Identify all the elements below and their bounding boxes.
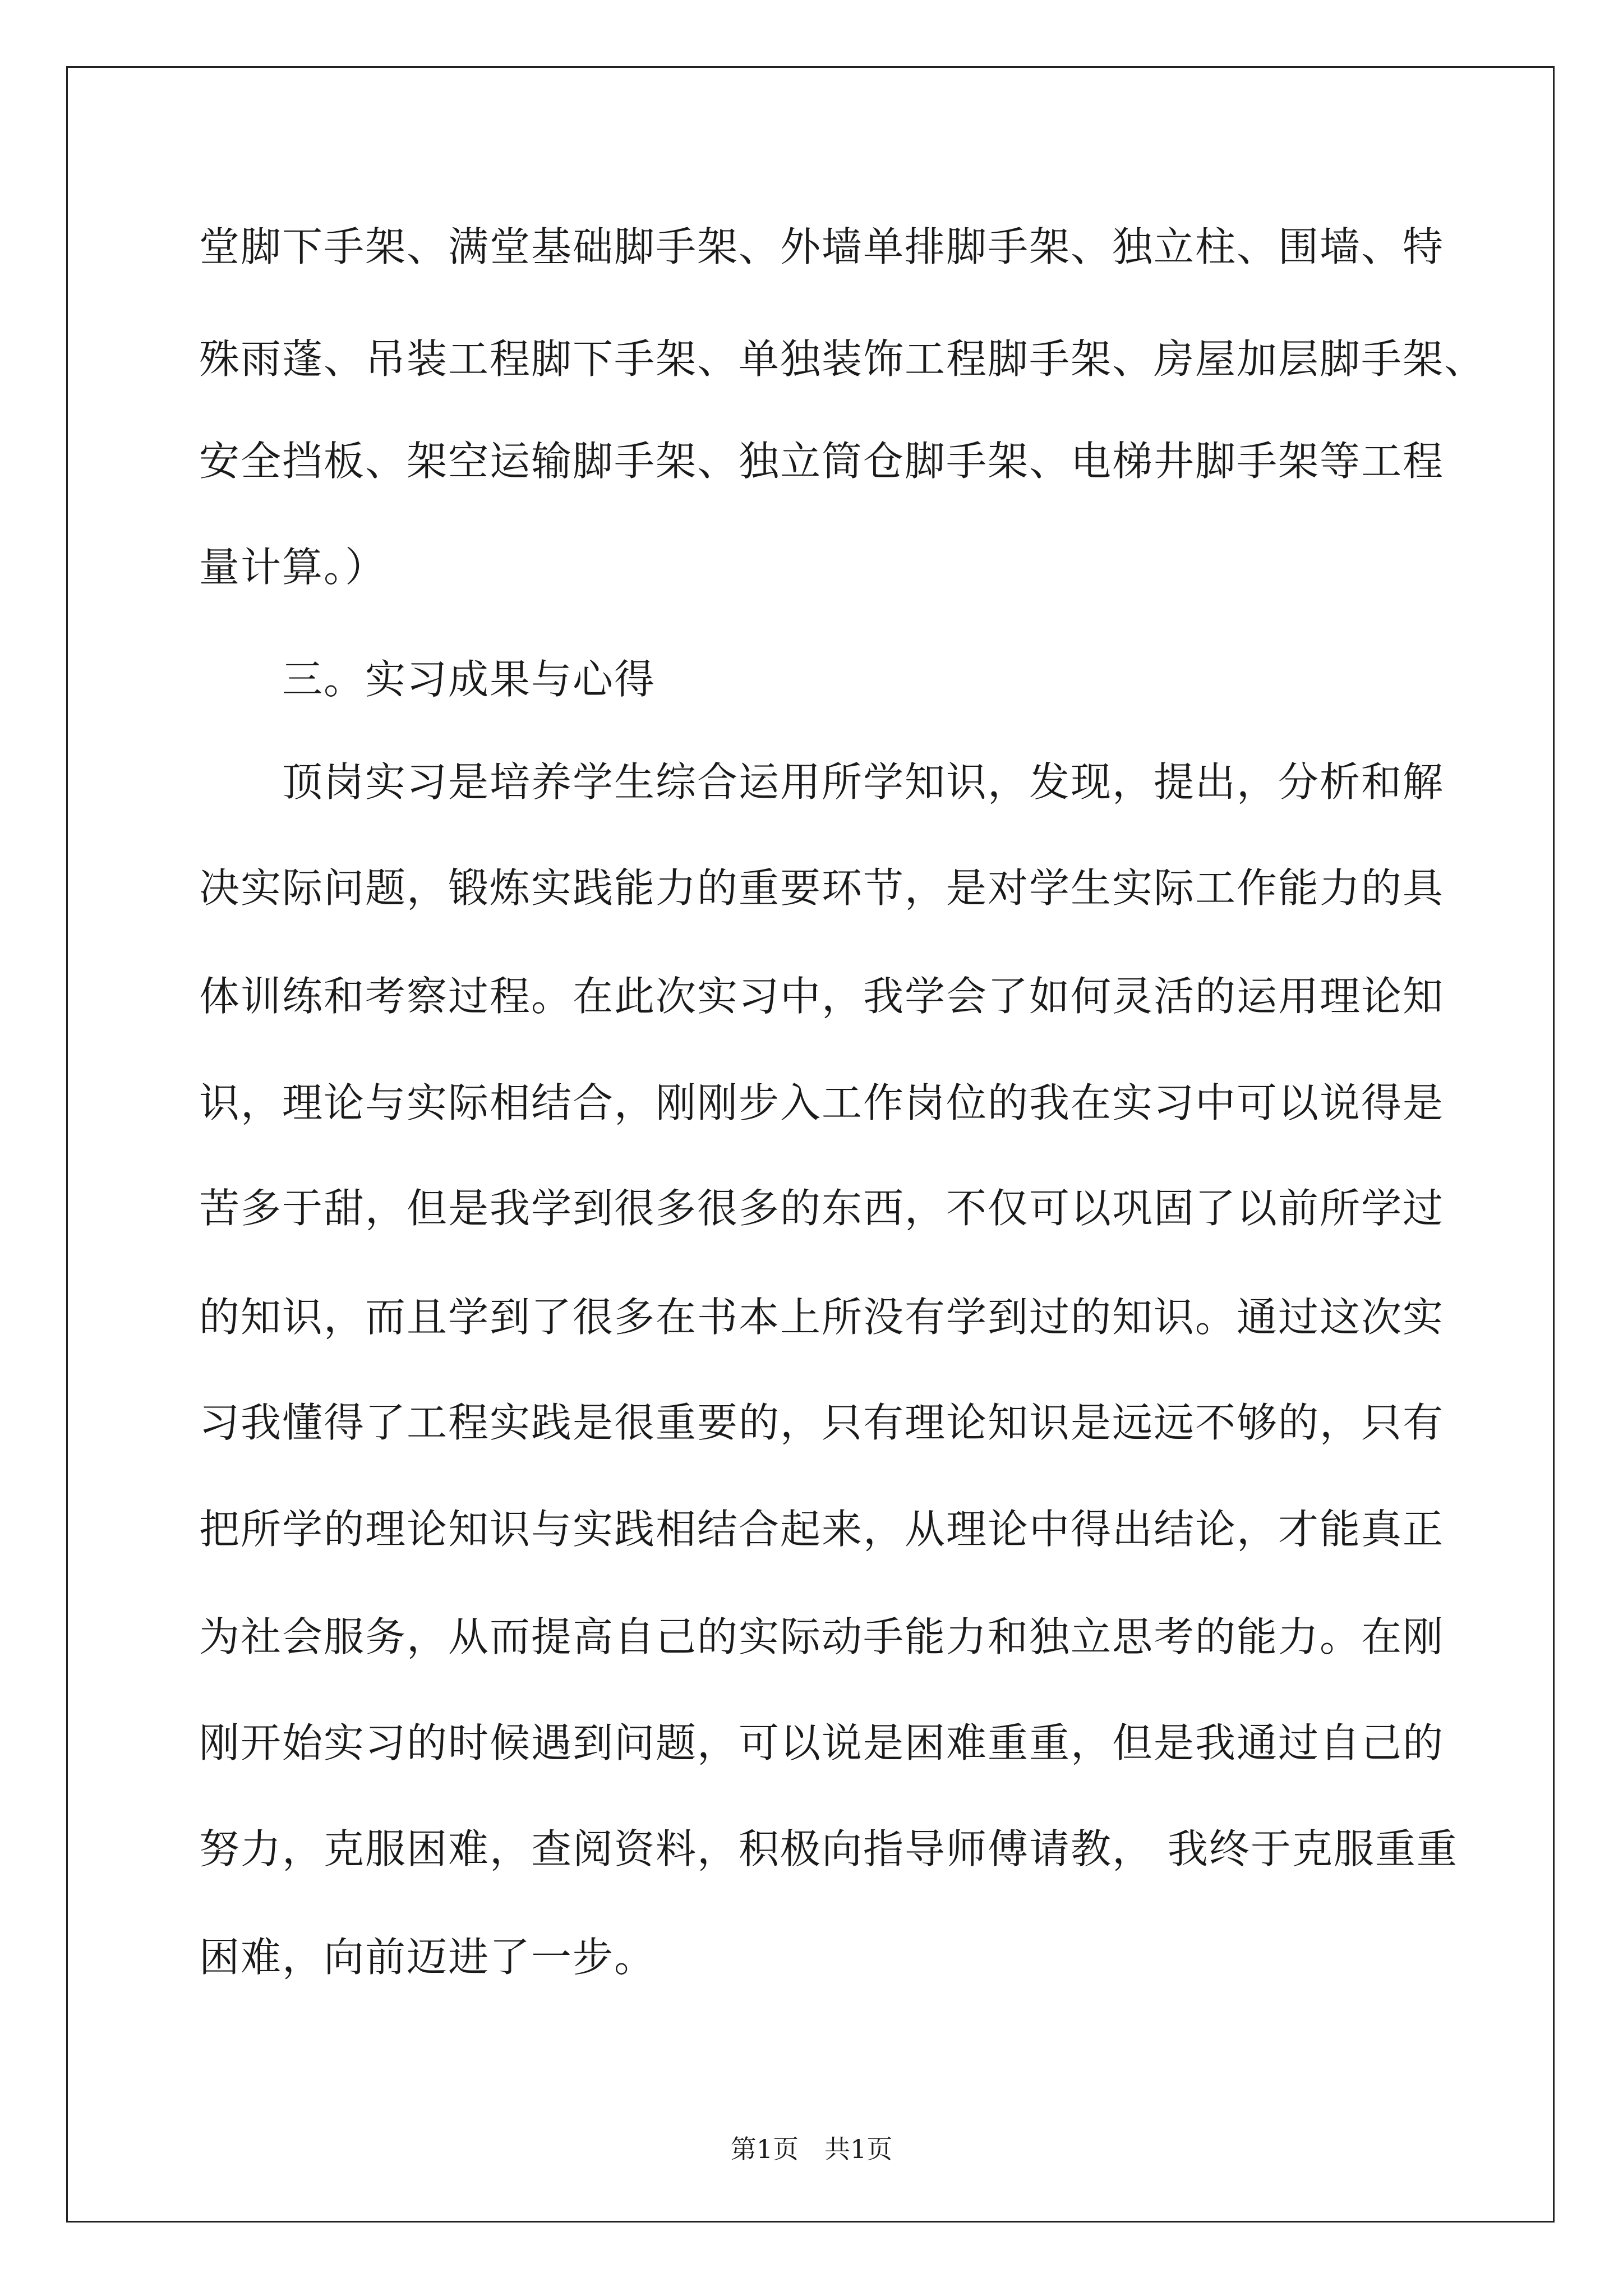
text-line: 为社会服务，从而提高自己的实际动手能力和独立思考的能力。在刚 [199,1613,1445,1660]
text-line: 堂脚下手架、满堂基础脚手架、外墙单排脚手架、独立柱、围墙、特 [199,223,1445,270]
text-line: 把所学的理论知识与实践相结合起来，从理论中得出结论，才能真正 [199,1506,1445,1553]
text-line: 安全挡板、架空运输脚手架、独立筒仓脚手架、电梯井脚手架等工程 [199,438,1445,485]
text-line: 顶岗实习是培养学生综合运用所学知识，发现，提出，分析和解 [199,758,1445,806]
text-line: 努力，克服困难，查阅资料，积极向指导师傅请教， 我终于克服重重 [199,1825,1458,1872]
text-line: 苦多于甜，但是我学到很多很多的东西，不仅可以巩固了以前所学过 [199,1185,1445,1232]
text-line: 的知识，而且学到了很多在书本上所没有学到过的知识。通过这次实 [199,1294,1445,1341]
text-line: 习我懂得了工程实践是很重要的，只有理论知识是远远不够的，只有 [199,1399,1445,1446]
text-line: 困难，向前迈进了一步。 [199,1934,656,1981]
page-border [66,66,1555,2223]
text-line: 体训练和考察过程。在此次实习中，我学会了如何灵活的运用理论知 [199,973,1445,1020]
text-line: 识，理论与实际相结合，刚刚步入工作岗位的我在实习中可以说得是 [199,1079,1445,1126]
text-line: 决实际问题，锻炼实践能力的重要环节，是对学生实际工作能力的具 [199,864,1445,912]
section-heading: 三。实习成果与心得 [199,656,656,703]
page-number-footer: 第1页 共1页 [730,2134,893,2164]
text-line: 量计算。） [199,544,387,591]
text-line: 刚开始实习的时候遇到问题，可以说是困难重重，但是我通过自己的 [199,1719,1445,1766]
text-line: 殊雨蓬、吊装工程脚下手架、单独装饰工程脚手架、房屋加层脚手架、 [199,335,1486,383]
